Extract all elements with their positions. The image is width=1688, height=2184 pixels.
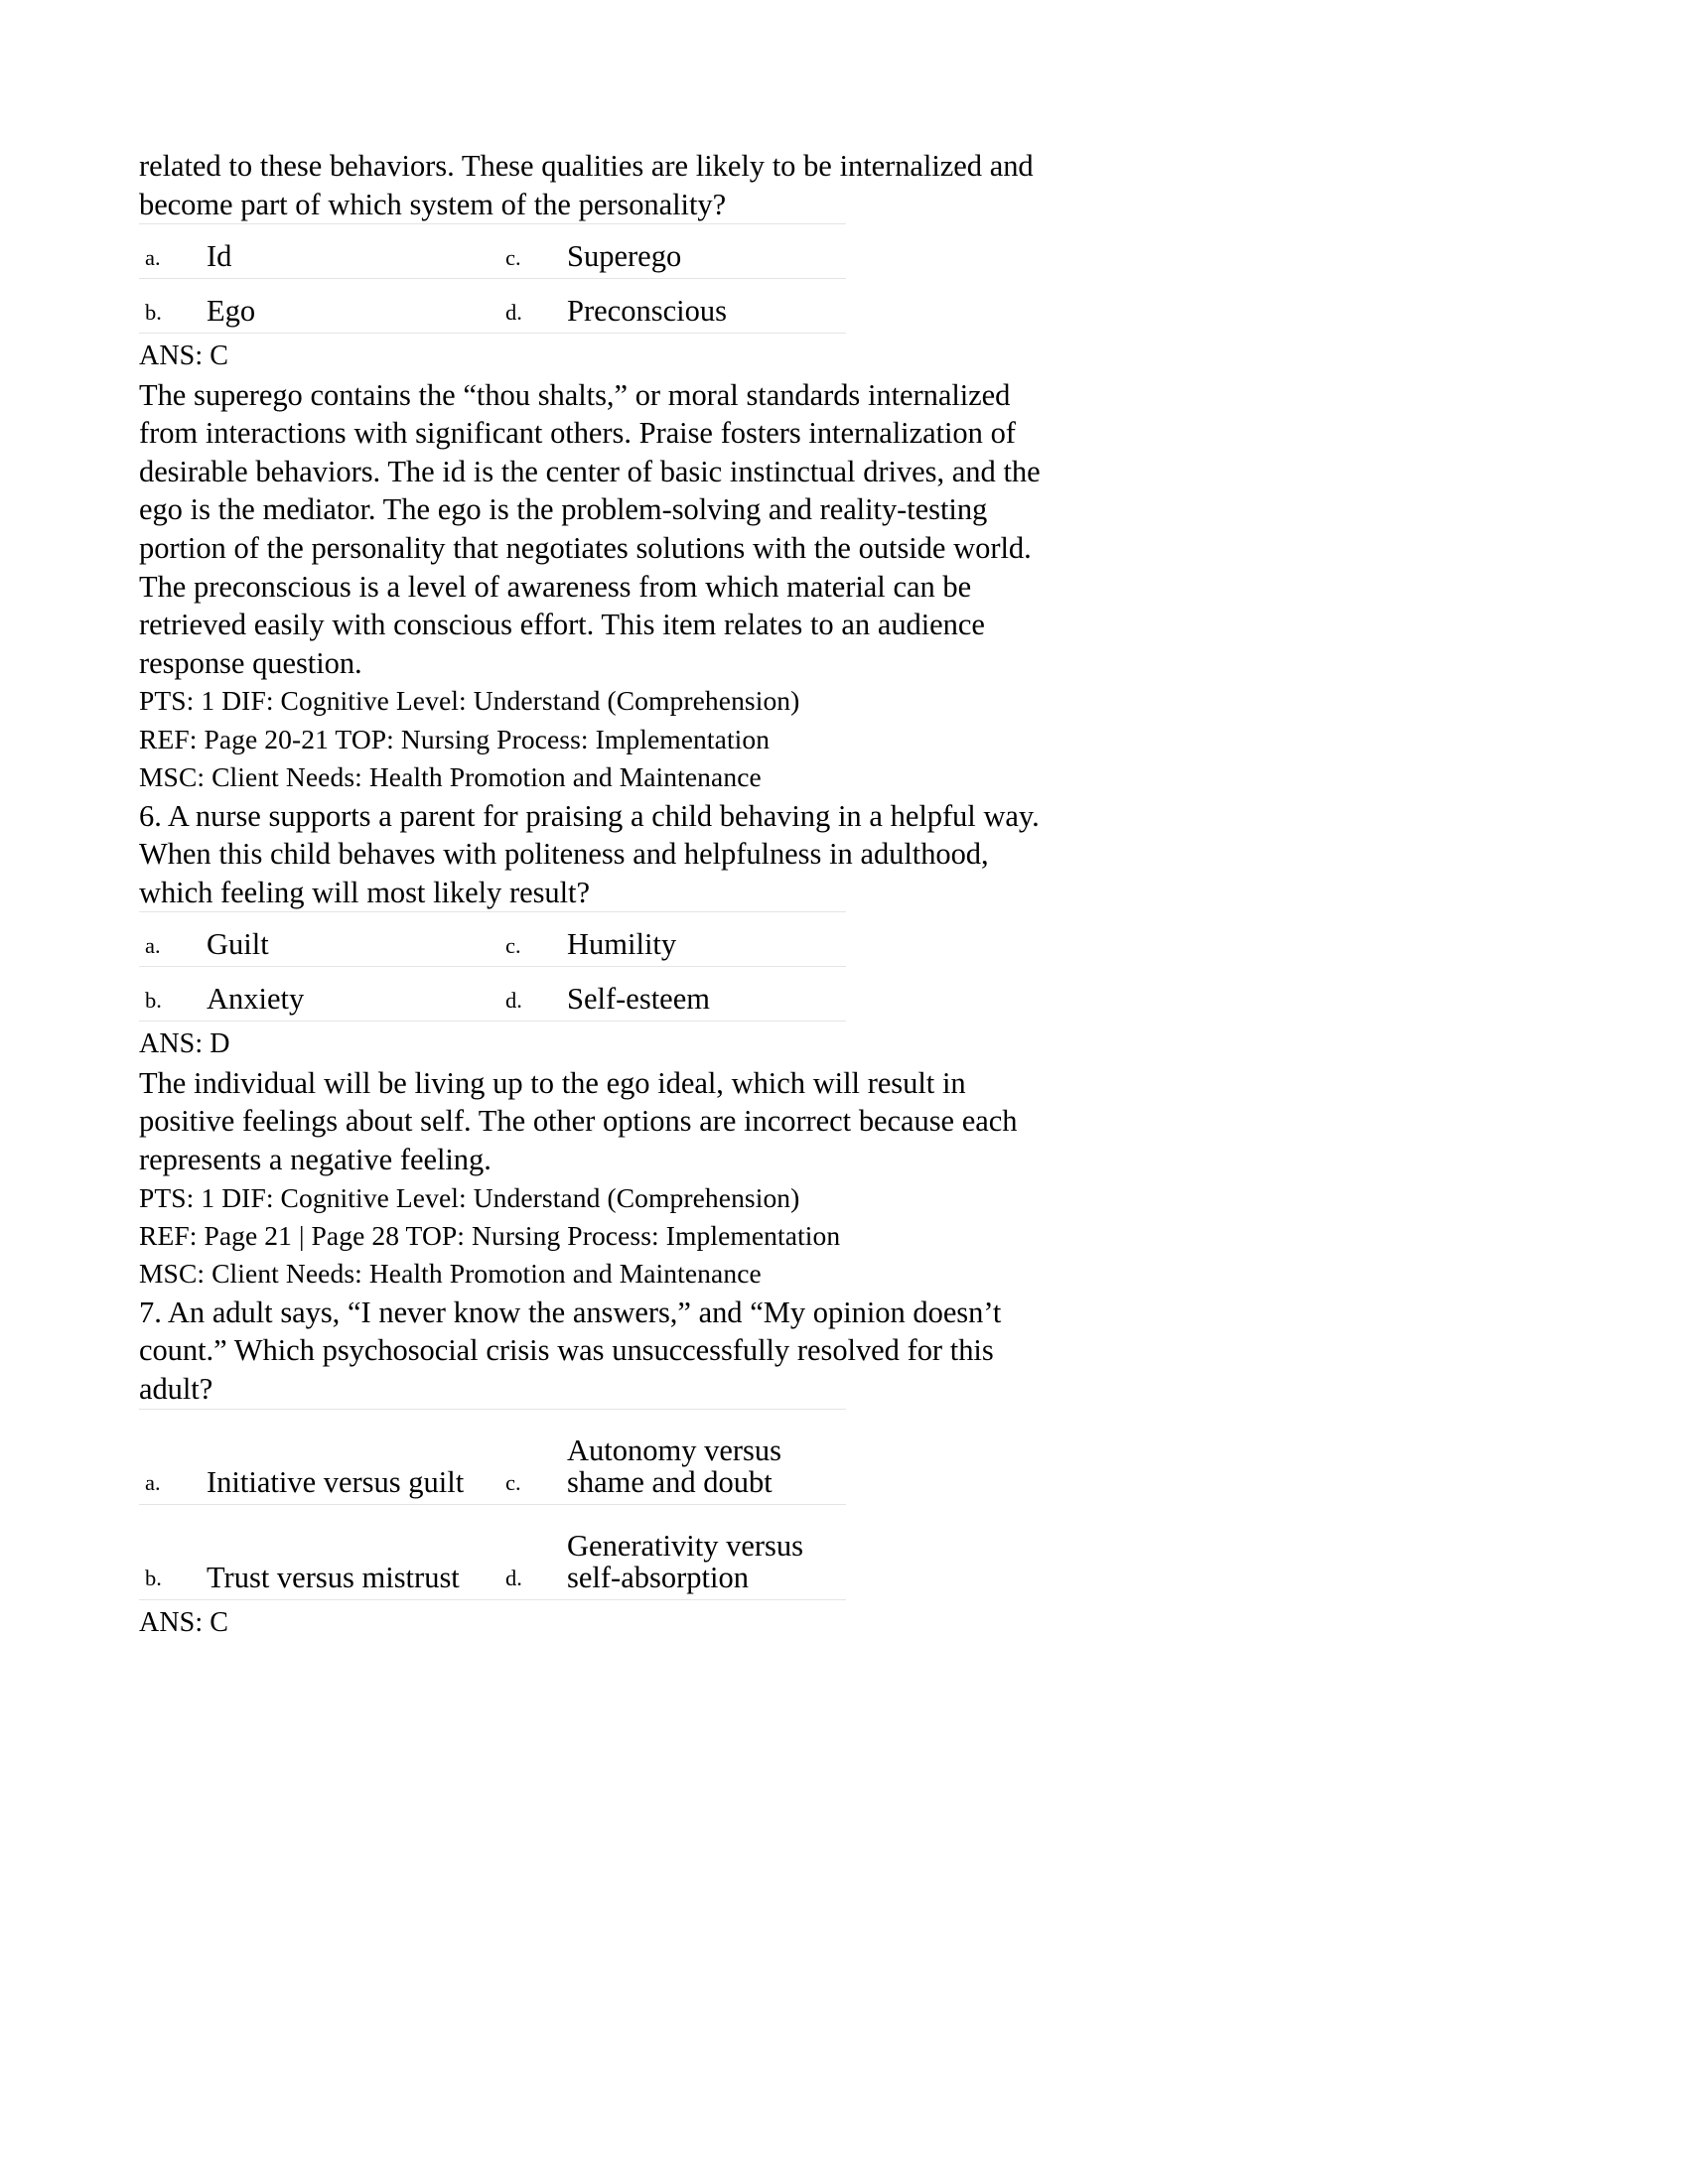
table-row[interactable] — [139, 1504, 846, 1599]
option-a-text: Initiative versus guilt — [207, 1464, 465, 1499]
option-d-text-line2: self-absorption — [567, 1560, 749, 1594]
option-b-label: b. — [145, 1566, 162, 1591]
question-5-options-table — [139, 223, 846, 334]
document-body — [139, 147, 1067, 1642]
question-5-rationale: The superego contains the “thou shalts,” or moral standards internalized from interactions with significant others. Praise fosters internalization of desirable behaviors. The id is the center of basic instinctual drives, and the ego is the mediator. The ego is the problem-solving and reality-testing portion of the personality that negotiates solutions with the outside world. The preconscious is a level of awareness from which material can be retrieved easily with conscious effort. This item relates to an audience response question. — [139, 377, 1041, 680]
option-c-text: Humility — [567, 927, 677, 962]
question-5-msc: MSC: Client Needs: Health Promotion and Maintenance — [139, 761, 762, 793]
option-a-text: Guilt — [207, 927, 269, 962]
option-d-label: d. — [505, 987, 522, 1013]
option-a-text: Id — [207, 239, 232, 274]
option-b-label: b. — [145, 299, 162, 325]
option-b-text: Trust versus mistrust — [207, 1560, 460, 1594]
option-c-label: c. — [505, 932, 521, 958]
question-7-options-table — [139, 1409, 846, 1600]
option-a-label: a. — [145, 1470, 161, 1496]
option-d-text: Self-esteem — [567, 982, 710, 1017]
question-6-answer: ANS: D — [139, 1028, 230, 1060]
question-6-rationale: The individual will be living up to the ego ideal, which will result in positive feelings about self. The other options are incorrect because each represents a negative feeling. — [139, 1065, 1018, 1176]
option-d-text: Preconscious — [567, 294, 727, 329]
option-c-text — [567, 1409, 846, 1504]
question-7-stem: 7. An adult says, “I never know the answers,” and “My opinion doesn’t count.” Which psychosocial crisis was unsuccessfully resolved for this adult? — [139, 1295, 1002, 1406]
table-row[interactable] — [139, 279, 846, 334]
table-row[interactable] — [139, 224, 846, 279]
option-c-label: c. — [505, 1470, 521, 1496]
option-b-label: b. — [145, 987, 162, 1013]
option-c-text: Superego — [567, 239, 682, 274]
option-c-label: c. — [505, 244, 521, 270]
option-a-label: a. — [145, 244, 161, 270]
table-row[interactable] — [139, 967, 846, 1022]
option-b-text: Ego — [207, 294, 256, 329]
option-d-text-line1: Generativity versus — [567, 1528, 803, 1563]
option-c-text-line1: Autonomy versus — [567, 1433, 782, 1467]
option-d-label: d. — [505, 299, 522, 325]
option-d-label: d. — [505, 1566, 522, 1591]
option-d-text — [567, 1504, 846, 1599]
option-b-text: Anxiety — [207, 982, 305, 1017]
table-row[interactable] — [139, 912, 846, 967]
option-a-label: a. — [145, 932, 161, 958]
question-5-answer: ANS: C — [139, 341, 229, 372]
option-c-text-line2: shame and doubt — [567, 1464, 773, 1499]
question-6-stem: 6. A nurse supports a parent for praising a child behaving in a helpful way. When this child behaves with politeness and helpfulness in adulthood, which feeling will most likely result? — [139, 798, 1040, 909]
question-6-pts-dif: PTS: 1 DIF: Cognitive Level: Understand (Comprehension) — [139, 1181, 800, 1213]
question-5-ref-top: REF: Page 20-21 TOP: Nursing Process: Implementation — [139, 723, 771, 754]
question-7-answer: ANS: C — [139, 1606, 229, 1638]
question-6-msc: MSC: Client Needs: Health Promotion and Maintenance — [139, 1258, 762, 1290]
question-6-options-table — [139, 911, 846, 1022]
table-row[interactable] — [139, 1409, 846, 1504]
question-5-pts-dif: PTS: 1 DIF: Cognitive Level: Understand (Comprehension) — [139, 685, 800, 717]
question-6-ref-top: REF: Page 21 | Page 28 TOP: Nursing Process: Implementation — [139, 1219, 841, 1251]
question-5-stem-continuation: related to these behaviors. These qualities are likely to be internalized and become part of which system of the personality? — [139, 149, 1034, 221]
